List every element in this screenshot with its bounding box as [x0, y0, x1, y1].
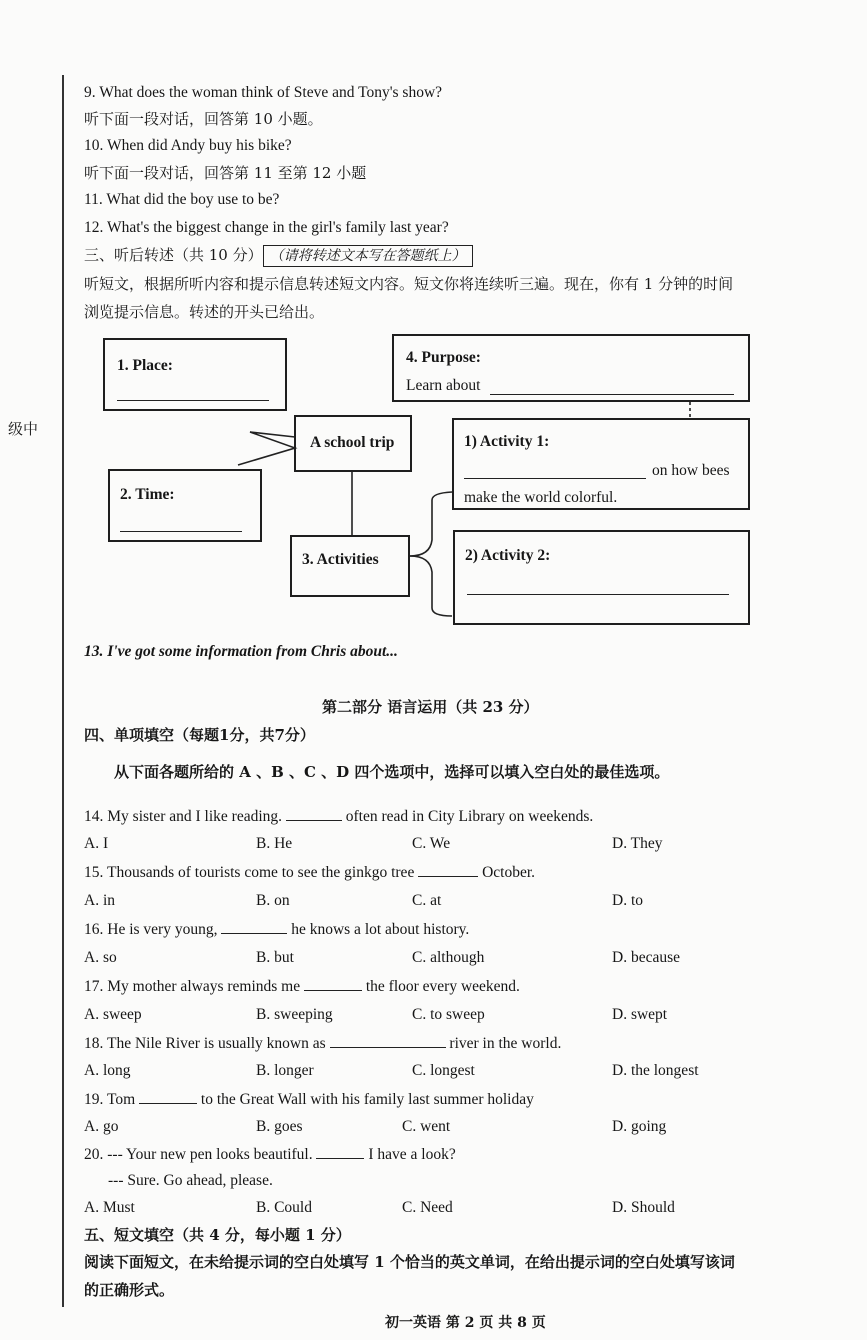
- question-20-option-c[interactable]: C. Need: [402, 1199, 453, 1216]
- place-answer-blank[interactable]: [117, 400, 269, 401]
- page-footer: 初一英语 第 2 页 共 8 页: [385, 1315, 546, 1331]
- direction-10: 听下面一段对话，回答第 10 小题。: [84, 110, 323, 128]
- question-19-blank[interactable]: [139, 1089, 197, 1104]
- question-15-stem-b: October.: [482, 864, 536, 881]
- question-14-stem-a: 14. My sister and I like reading.: [84, 808, 283, 825]
- section3-note: （请将转述文本写在答题纸上）: [263, 245, 473, 267]
- question-18-option-a[interactable]: A. long: [84, 1062, 131, 1079]
- question-18-blank[interactable]: [330, 1033, 446, 1048]
- question-19-stem-b: to the Great Wall with his family last summer holiday: [200, 1091, 534, 1108]
- direction-11-12: 听下面一段对话，回答第 11 至第 12 小题: [84, 164, 367, 182]
- question-17-blank[interactable]: [304, 976, 362, 991]
- time-box: [108, 469, 262, 542]
- question-15-option-b[interactable]: B. on: [256, 892, 290, 909]
- question-14-option-a[interactable]: A. I: [84, 835, 109, 852]
- question-19-option-c[interactable]: C. went: [402, 1118, 451, 1135]
- question-17-stem: [84, 976, 520, 997]
- question-16-stem-a: 16. He is very young,: [84, 921, 218, 938]
- question-15-option-c[interactable]: C. at: [412, 892, 442, 909]
- question-16-option-b[interactable]: B. but: [256, 949, 294, 966]
- question-14-option-b[interactable]: B. He: [256, 835, 293, 852]
- place-box: [103, 338, 287, 411]
- activity1-box: [452, 418, 750, 510]
- question-18-option-b[interactable]: B. longer: [256, 1062, 314, 1079]
- question-19-option-d[interactable]: D. going: [612, 1118, 667, 1135]
- question-17-option-c[interactable]: C. to sweep: [412, 1006, 485, 1023]
- section4-instruction: 从下面各题所给的 A 、B 、C 、D 四个选项中，选择可以填入空白处的最佳选项。: [114, 763, 670, 781]
- section5-instruction-line1: 阅读下面短文，在未给提示词的空白处填写 1 个恰当的英文单词，在给出提示词的空白处填写该词: [84, 1253, 735, 1271]
- question-14-stem-b: often read in City Library on weekends.: [345, 808, 594, 825]
- section4-heading: 四、单项填空（每题1分，共7分）: [84, 726, 315, 744]
- question-16-option-a[interactable]: A. so: [84, 949, 117, 966]
- question-20-stem-b: I have a look?: [368, 1146, 456, 1163]
- question-16-stem: [84, 919, 469, 940]
- question-20-stem-a: 20. --- Your new pen looks beautiful.: [84, 1146, 313, 1163]
- activities-label: 3. Activities: [302, 551, 379, 568]
- question-18-stem-a: 18. The Nile River is usually known as: [84, 1035, 326, 1052]
- part2-title: 第二部分 语言运用（共 23 分）: [322, 698, 539, 716]
- question-18-option-c[interactable]: C. longest: [412, 1062, 475, 1079]
- question-18-stem-b: river in the world.: [449, 1035, 562, 1052]
- question-18-option-d[interactable]: D. the longest: [612, 1062, 699, 1079]
- activity1-line2: make the world colorful.: [464, 489, 618, 506]
- question-15-stem: [84, 862, 535, 883]
- question-16-option-c[interactable]: C. although: [412, 949, 485, 966]
- question-12: 12. What's the biggest change in the girl's family last year?: [84, 219, 449, 236]
- question-19-option-b[interactable]: B. goes: [256, 1118, 303, 1135]
- time-label: 2. Time:: [120, 486, 175, 503]
- question-19-stem-a: 19. Tom: [84, 1091, 136, 1108]
- question-20-stem: [84, 1144, 456, 1165]
- question-9: 9. What does the woman think of Steve and Tony's show?: [84, 84, 443, 101]
- question-16-blank[interactable]: [221, 919, 287, 934]
- activity2-answer-blank[interactable]: [467, 594, 729, 595]
- activity1-answer-blank[interactable]: [464, 478, 646, 479]
- question-14-option-c[interactable]: C. We: [412, 835, 451, 852]
- question-13: 13. I've got some information from Chris about...: [84, 643, 398, 660]
- question-17-option-b[interactable]: B. sweeping: [256, 1006, 333, 1023]
- question-18-stem: [84, 1033, 561, 1054]
- center-topic-box: [294, 415, 412, 472]
- center-topic: A school trip: [310, 434, 395, 451]
- question-16-option-d[interactable]: D. because: [612, 949, 680, 966]
- question-14-blank[interactable]: [286, 806, 342, 821]
- question-20-option-d[interactable]: D. Should: [612, 1199, 675, 1216]
- purpose-label: 4. Purpose:: [406, 349, 481, 366]
- purpose-answer-blank[interactable]: [490, 394, 734, 395]
- section3-intro-line2: 浏览提示信息。转述的开头已给出。: [84, 303, 325, 321]
- activity2-label: 2) Activity 2:: [465, 547, 551, 564]
- question-17-option-d[interactable]: D. swept: [612, 1006, 668, 1023]
- question-17-option-a[interactable]: A. sweep: [84, 1006, 142, 1023]
- purpose-box: [392, 334, 750, 402]
- activity2-box: [453, 530, 750, 625]
- question-11: 11. What did the boy use to be?: [84, 191, 280, 208]
- activity1-suffix: on how bees: [652, 462, 730, 479]
- section5-instruction-line2: 的正确形式。: [84, 1281, 175, 1299]
- question-16-stem-b: he knows a lot about history.: [291, 921, 470, 938]
- section5-heading: 五、短文填空（共 4 分，每小题 1 分）: [84, 1226, 351, 1244]
- activity1-label: 1) Activity 1:: [464, 433, 550, 450]
- question-20-blank[interactable]: [316, 1144, 364, 1159]
- question-17-stem-b: the floor every weekend.: [365, 978, 520, 995]
- question-20-line2: --- Sure. Go ahead, please.: [108, 1172, 273, 1189]
- question-15-option-d[interactable]: D. to: [612, 892, 643, 909]
- question-10: 10. When did Andy buy his bike?: [84, 137, 292, 154]
- time-answer-blank[interactable]: [120, 531, 242, 532]
- activities-box: [290, 535, 410, 597]
- question-14-option-d[interactable]: D. They: [612, 835, 663, 852]
- section3-intro-line1: 听短文，根据所听内容和提示信息转述短文内容。短文你将连续听三遍。现在，你有 1 分钟的时间: [84, 275, 734, 293]
- question-19-option-a[interactable]: A. go: [84, 1118, 119, 1135]
- question-14-stem: [84, 806, 593, 827]
- question-15-option-a[interactable]: A. in: [84, 892, 115, 909]
- question-19-stem: [84, 1089, 534, 1110]
- question-15-stem-a: 15. Thousands of tourists come to see the ginkgo tree: [84, 864, 415, 881]
- place-label: 1. Place:: [117, 357, 173, 374]
- question-20-option-b[interactable]: B. Could: [256, 1199, 312, 1216]
- section3-heading: 三、听后转述（共 10 分）: [84, 246, 263, 264]
- question-15-blank[interactable]: [418, 862, 478, 877]
- question-17-stem-a: 17. My mother always reminds me: [84, 978, 301, 995]
- purpose-prefix: Learn about: [406, 377, 481, 394]
- question-20-option-a[interactable]: A. Must: [84, 1199, 135, 1216]
- margin-mark: 级中: [8, 420, 39, 438]
